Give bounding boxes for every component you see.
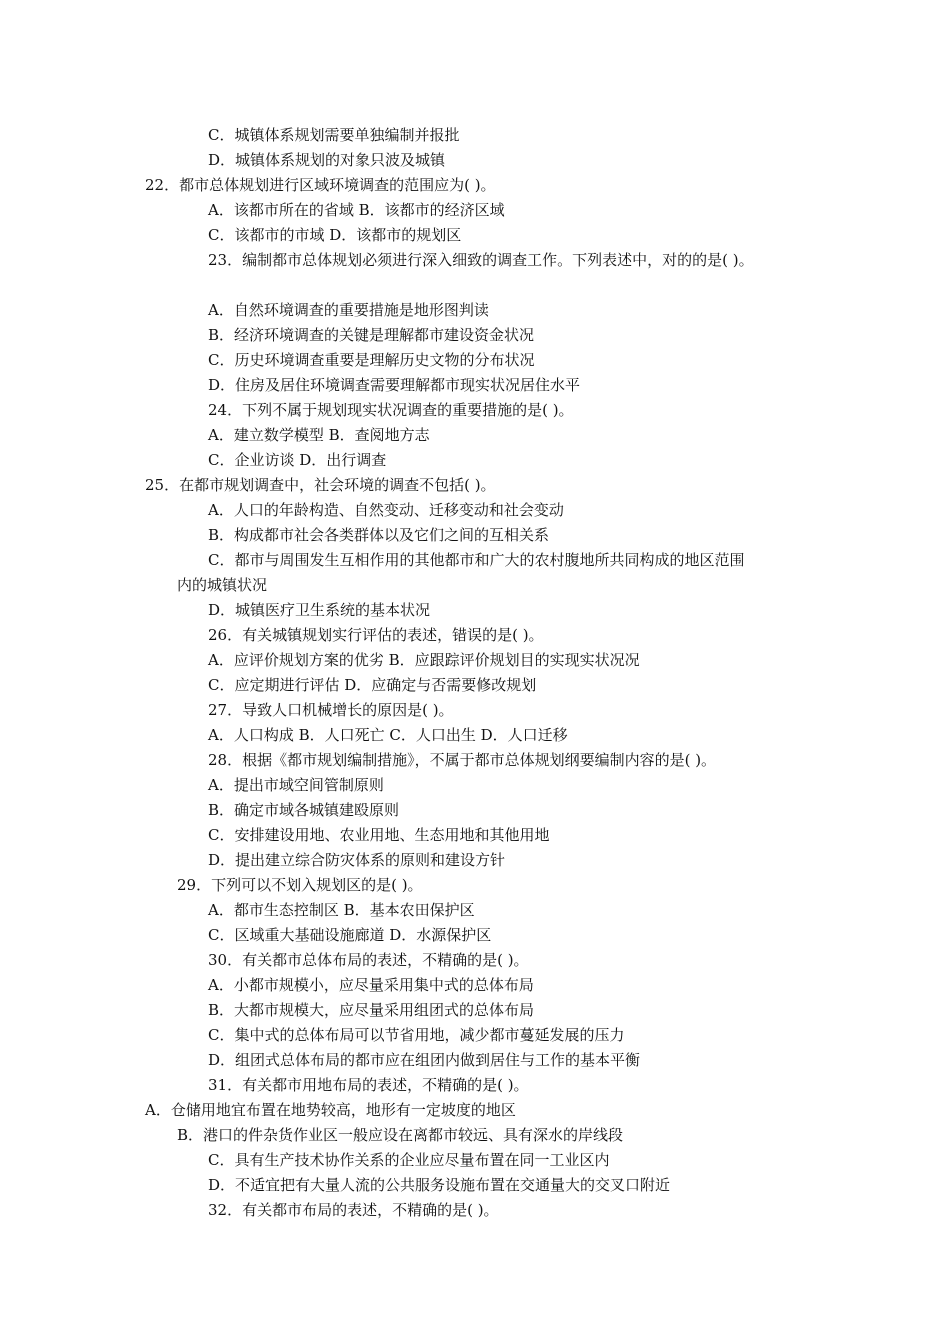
option-line: D．城镇体系规划的对象只波及城镇 — [208, 151, 446, 169]
option-line: B．构成都市社会各类群体以及它们之间的互相关系 — [208, 526, 550, 544]
option-line: C．安排建设用地、农业用地、生态用地和其他用地 — [208, 826, 550, 844]
option-line: A．人口的年龄构造、自然变动、迁移变动和社会变动 — [208, 501, 564, 519]
option-line: B．确定市域各城镇建殴原则 — [208, 801, 400, 819]
option-line: C．应定期进行评估 D．应确定与否需要修改规划 — [208, 676, 537, 694]
option-line: D．住房及居住环境调查需要理解都市现实状况居住水平 — [208, 376, 581, 394]
question-line: 30．有关都市总体布局的表述，不精确的是( )。 — [208, 951, 529, 969]
option-line: C．历史环境调查重要是理解历史文物的分布状况 — [208, 351, 535, 369]
option-line: B．港口的件杂货作业区一般应设在离都市较远、具有深水的岸线段 — [177, 1126, 624, 1144]
option-line: A．小都市规模小，应尽量采用集中式的总体布局 — [208, 976, 534, 994]
option-line: B．经济环境调查的关键是理解都市建设资金状况 — [208, 326, 535, 344]
option-line: C．企业访谈 D．出行调查 — [208, 451, 387, 469]
option-line: A．提出市域空间管制原则 — [208, 776, 384, 794]
option-line: A．应评价规划方案的优劣 B．应跟踪评价规划目的实现实状况况 — [208, 651, 640, 669]
option-line: D．提出建立综合防灾体系的原则和建设方针 — [208, 851, 506, 869]
question-line: 27．导致人口机械增长的原因是( )。 — [208, 701, 454, 719]
option-line: A．人口构成 B．人口死亡 C．人口出生 D．人口迁移 — [208, 726, 568, 744]
option-line: D．城镇医疗卫生系统的基本状况 — [208, 601, 431, 619]
option-line: C．具有生产技术协作关系的企业应尽量布置在同一工业区内 — [208, 1151, 610, 1169]
option-line: A．该都市所在的省域 B．该都市的经济区域 — [208, 201, 505, 219]
question-line: 29．下列可以不划入规划区的是( )。 — [177, 876, 423, 894]
option-line: C．区域重大基础设施廊道 D．水源保护区 — [208, 926, 492, 944]
option-continuation-line: 内的城镇状况 — [177, 576, 268, 594]
question-line: 22．都市总体规划进行区域环境调查的范围应为( )。 — [145, 176, 496, 194]
question-line: 26．有关城镇规划实行评估的表述，错误的是( )。 — [208, 626, 544, 644]
option-line: C．城镇体系规划需要单独编制并报批 — [208, 126, 460, 144]
option-line: A．自然环境调查的重要措施是地形图判读 — [208, 301, 489, 319]
question-line: 24．下列不属于规划现实状况调查的重要措施的是( )。 — [208, 401, 574, 419]
option-line: C．都市与周围发生互相作用的其他都市和广大的农村腹地所共同构成的地区范围 — [208, 551, 745, 569]
question-line: 23．编制都市总体规划必须进行深入细致的调查工作。下列表述中，对的的是( )。 — [208, 251, 754, 269]
option-line: C．该都市的市域 D．该都市的规划区 — [208, 226, 462, 244]
question-line: 31．有关都市用地布局的表述，不精确的是( )。 — [208, 1076, 529, 1094]
option-line: A．仓储用地宜布置在地势较高，地形有一定坡度的地区 — [145, 1101, 516, 1119]
question-line: 28．根据《都市规划编制措施》，不属于都市总体规划纲要编制内容的是( )。 — [208, 751, 717, 769]
option-line: B．大都市规模大，应尽量采用组团式的总体布局 — [208, 1001, 535, 1019]
option-line: D．不适宜把有大量人流的公共服务设施布置在交通量大的交叉口附近 — [208, 1176, 671, 1194]
option-line: C．集中式的总体布局可以节省用地，减少都市蔓延发展的压力 — [208, 1026, 625, 1044]
question-line: 32．有关都市布局的表述，不精确的是( )。 — [208, 1201, 499, 1219]
option-line: D．组团式总体布局的都市应在组团内做到居住与工作的基本平衡 — [208, 1051, 641, 1069]
option-line: A．建立数学模型 B．查阅地方志 — [208, 426, 430, 444]
option-line: A．都市生态控制区 B．基本农田保护区 — [208, 901, 475, 919]
question-line: 25．在都市规划调查中，社会环境的调查不包括( )。 — [145, 476, 496, 494]
